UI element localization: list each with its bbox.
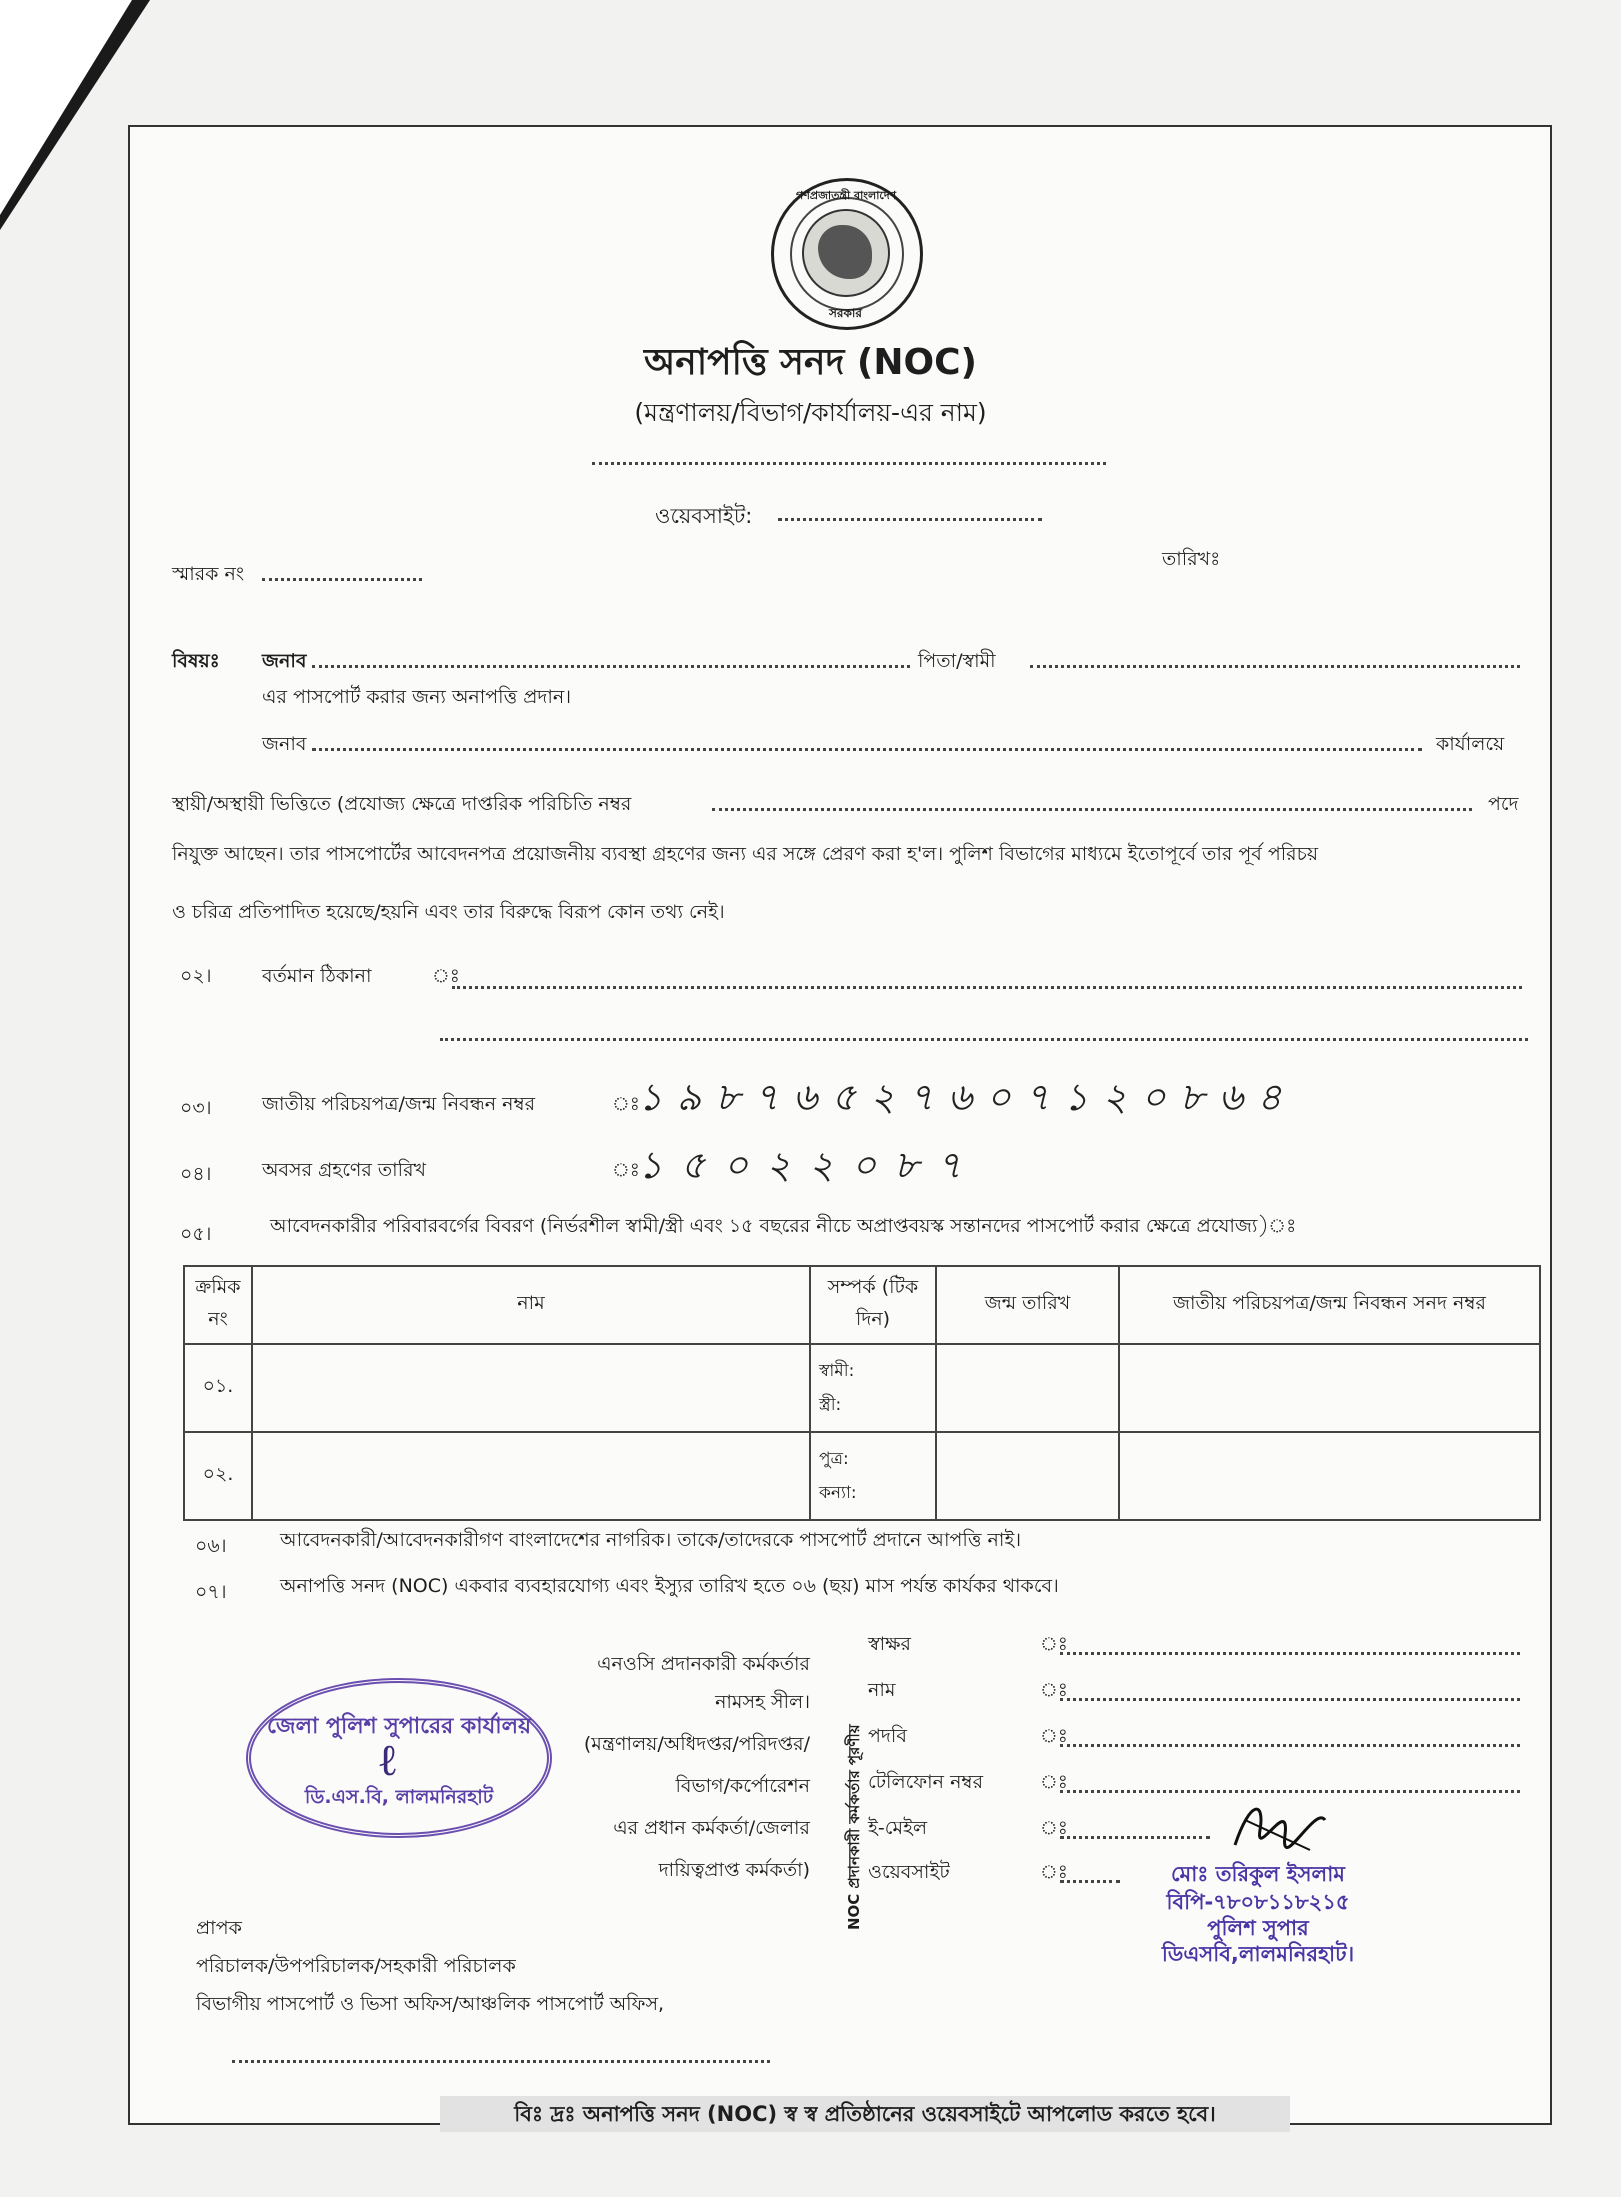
emblem-text-top: গণপ্রজাতন্ত্রী বাংলাদেশ bbox=[796, 189, 897, 202]
recipient-line1: পরিচালক/উপপরিচালক/সহকারী পরিচালক bbox=[196, 1955, 516, 1977]
col-relation: সম্পর্ক (টিক দিন) bbox=[810, 1266, 936, 1344]
retire-date-colon: ঃ bbox=[612, 1159, 640, 1181]
birthdate-cell bbox=[936, 1432, 1119, 1520]
website-field bbox=[778, 518, 1042, 521]
relation-option: স্ত্রী: bbox=[819, 1395, 842, 1415]
field-phone-label: টেলিফোন নম্বর bbox=[868, 1771, 984, 1793]
col-name: নাম bbox=[252, 1266, 810, 1344]
family-details-label: আবেদনকারীর পরিবারবর্গের বিবরণ (নির্ভরশীল স্বামী/স্ত্রী এবং ১৫ বছরের নীচে অপ্রাপ্তবয়স্ক সন্তানদের পাসপোর্ট করার ক্ষেত্রে প্রযোজ্য)ঃ bbox=[270, 1215, 1297, 1237]
clause-07: অনাপত্তি সনদ (NOC) একবার ব্যবহারযোগ্য এবং ইস্যুর তারিখ হতে ০৬ (ছয়) মাস পর্যন্ত কার্যকর থাকবে। bbox=[280, 1575, 1059, 1597]
relation-cell bbox=[810, 1344, 936, 1432]
bangladesh-map-icon bbox=[818, 225, 872, 279]
subject-line2: এর পাসপোর্ট করার জন্য অনাপত্তি প্রদান। bbox=[262, 686, 572, 708]
emblem-center bbox=[802, 209, 890, 297]
field-colon: ঃ bbox=[1040, 1771, 1068, 1793]
signatory-line: দায়িত্বপ্রাপ্ত কর্মকর্তা) bbox=[658, 1859, 810, 1881]
member-name-cell bbox=[252, 1344, 810, 1432]
government-emblem bbox=[771, 178, 923, 330]
document-title: অনাপত্তি সনদ (NOC) bbox=[644, 342, 977, 383]
officer-seal-name: মোঃ তরিকুল ইসলাম bbox=[1171, 1862, 1345, 1886]
nid-value: ১৯৮৭৬৫২৭৬০৭১২০৮৬৪ bbox=[638, 1075, 1296, 1119]
address-field bbox=[452, 986, 1522, 989]
family-table-header bbox=[184, 1266, 1540, 1344]
nid-cell bbox=[1119, 1432, 1540, 1520]
relation-option: স্বামী: bbox=[819, 1361, 855, 1381]
post-suffix: পদে bbox=[1488, 793, 1519, 815]
table-row bbox=[184, 1344, 1540, 1432]
recipient-label: প্রাপক bbox=[196, 1917, 242, 1939]
col-serial: ক্রমিক নং bbox=[184, 1266, 252, 1344]
nid-cell bbox=[1119, 1344, 1540, 1432]
address-colon: ঃ bbox=[432, 965, 460, 987]
clause-07-number: ০৭। bbox=[195, 1581, 227, 1603]
field-colon: ঃ bbox=[1040, 1817, 1068, 1839]
nid-colon: ঃ bbox=[612, 1093, 640, 1115]
officer-name-field bbox=[1060, 1698, 1520, 1701]
field-colon: ঃ bbox=[1040, 1861, 1068, 1883]
body-line4: স্থায়ী/অস্থায়ী ভিত্তিতে (প্রযোজ্য ক্ষেত্রে দাপ্তরিক পরিচিতি নম্বর bbox=[172, 793, 632, 815]
recipient-office-field bbox=[232, 2060, 770, 2063]
signatory-line: (মন্ত্রণালয়/অধিদপ্তর/পরিদপ্তর/ bbox=[583, 1733, 810, 1755]
field-colon: ঃ bbox=[1040, 1633, 1068, 1655]
signature-field bbox=[1060, 1652, 1520, 1655]
field-colon: ঃ bbox=[1040, 1725, 1068, 1747]
stamp-initial-icon: ℓ bbox=[377, 1735, 399, 1786]
email-field bbox=[1060, 1836, 1210, 1839]
body-line5: নিযুক্ত আছেন। তার পাসপোর্টের আবেদনপত্র প্রয়োজনীয় ব্যবস্থা গ্রহণের জন্য এর সঙ্গে প্রেরণ করা হ'ল। পুলিশ বিভাগের মাধ্যমে ইতোপূর্বে তার পূর্ব পরিচয় bbox=[172, 843, 1319, 865]
office-suffix: কার্যালয়ে bbox=[1436, 733, 1505, 755]
subject-janab: জনাব bbox=[262, 650, 307, 672]
col-nid: জাতীয় পরিচয়পত্র/জন্ম নিবন্ধন সনদ নম্বর bbox=[1119, 1266, 1540, 1344]
item-03-number: ০৩। bbox=[180, 1097, 212, 1119]
website-label: ওয়েবসাইট: bbox=[655, 504, 753, 528]
post-field bbox=[712, 808, 1472, 811]
father-label: পিতা/স্বামী bbox=[918, 650, 996, 672]
field-colon: ঃ bbox=[1040, 1679, 1068, 1701]
officer-seal-office: ডিএসবি,লালমনিরহাট। bbox=[1161, 1942, 1355, 1966]
retire-date-label: অবসর গ্রহণের তারিখ bbox=[262, 1159, 427, 1181]
relation-option: কন্যা: bbox=[819, 1483, 857, 1503]
stamp-text-bottom: ডি.এস.বি, লালমনিরহাট bbox=[304, 1786, 494, 1808]
office-name-field bbox=[592, 462, 1106, 465]
member-name-cell bbox=[252, 1432, 810, 1520]
family-table bbox=[183, 1265, 1541, 1521]
field-signature-label: স্বাক্ষর bbox=[868, 1633, 911, 1655]
item-02-number: ০২। bbox=[180, 965, 212, 987]
field-email-label: ই-মেইল bbox=[868, 1817, 928, 1839]
row-serial: ০২. bbox=[184, 1432, 252, 1520]
office-field bbox=[312, 748, 1422, 751]
applicant-name-field bbox=[312, 665, 910, 668]
officer-seal-designation: পুলিশ সুপার bbox=[1207, 1916, 1309, 1940]
address-field-line2 bbox=[440, 1038, 1528, 1041]
date-label: তারিখঃ bbox=[1162, 548, 1221, 570]
signatory-line: এনওসি প্রদানকারী কর্মকর্তার bbox=[597, 1653, 810, 1675]
father-name-field bbox=[1030, 665, 1520, 668]
signatory-line: নামসহ সীল। bbox=[715, 1691, 810, 1713]
relation-option: পুত্র: bbox=[819, 1449, 849, 1469]
office-name-caption: (মন্ত্রণালয়/বিভাগ/কার্যালয়-এর নাম) bbox=[634, 398, 987, 427]
body-line6: ও চরিত্র প্রতিপাদিত হয়েছে/হয়নি এবং তার বিরুদ্ধে বিরূপ কোন তথ্য নেই। bbox=[172, 901, 725, 923]
retire-date-value: ১৫০২২০৮৭ bbox=[638, 1143, 980, 1187]
item-05-number: ০৫। bbox=[180, 1223, 212, 1245]
address-label: বর্তমান ঠিকানা bbox=[262, 965, 372, 987]
body-janab: জনাব bbox=[262, 733, 307, 755]
office-round-stamp bbox=[246, 1678, 552, 1838]
signature-scribble-icon bbox=[1230, 1790, 1330, 1860]
footer-note: বিঃ দ্রঃ অনাপত্তি সনদ (NOC) স্ব স্ব প্রতিষ্ঠানের ওয়েবসাইটে আপলোড করতে হবে। bbox=[440, 2096, 1290, 2132]
memo-field bbox=[262, 578, 422, 581]
subject-label: বিষয়ঃ bbox=[172, 650, 220, 672]
birthdate-cell bbox=[936, 1344, 1119, 1432]
clause-06-number: ০৬। bbox=[195, 1535, 227, 1557]
website-field-officer bbox=[1060, 1880, 1120, 1883]
table-row bbox=[184, 1432, 1540, 1520]
relation-cell bbox=[810, 1432, 936, 1520]
memo-label: স্মারক নং bbox=[172, 563, 245, 585]
recipient-line2: বিভাগীয় পাসপোর্ট ও ভিসা অফিস/আঞ্চলিক পাসপোর্ট অফিস, bbox=[196, 1993, 665, 2015]
designation-field bbox=[1060, 1744, 1520, 1747]
signatory-line: এর প্রধান কর্মকর্তা/জেলার bbox=[613, 1817, 810, 1839]
row-serial: ০১. bbox=[184, 1344, 252, 1432]
noc-officer-vertical-text: NOC প্রদানকারী কর্মকর্তার পূরণীয় bbox=[845, 1724, 863, 1930]
col-birthdate: জন্ম তারিখ bbox=[936, 1266, 1119, 1344]
field-website-label: ওয়েবসাইট bbox=[868, 1861, 950, 1883]
field-name-label: নাম bbox=[868, 1679, 896, 1701]
stamp-text-top: জেলা পুলিশ সুপারের কার্যালয় bbox=[266, 1714, 532, 1739]
emblem-text-bottom: সরকার bbox=[829, 306, 863, 320]
item-04-number: ০৪। bbox=[180, 1163, 212, 1185]
signatory-line: বিভাগ/কর্পোরেশন bbox=[675, 1775, 810, 1797]
field-designation-label: পদবি bbox=[868, 1725, 907, 1747]
folded-corner bbox=[0, 0, 132, 215]
nid-label: জাতীয় পরিচয়পত্র/জন্ম নিবন্ধন নম্বর bbox=[262, 1093, 536, 1115]
clause-06: আবেদনকারী/আবেদনকারীগণ বাংলাদেশের নাগরিক। তাকে/তাদেরকে পাসপোর্ট প্রদানে আপত্তি নাই। bbox=[280, 1529, 1022, 1551]
officer-seal-id: বিপি-৭৮০৮১১৮২১৫ bbox=[1166, 1890, 1350, 1914]
